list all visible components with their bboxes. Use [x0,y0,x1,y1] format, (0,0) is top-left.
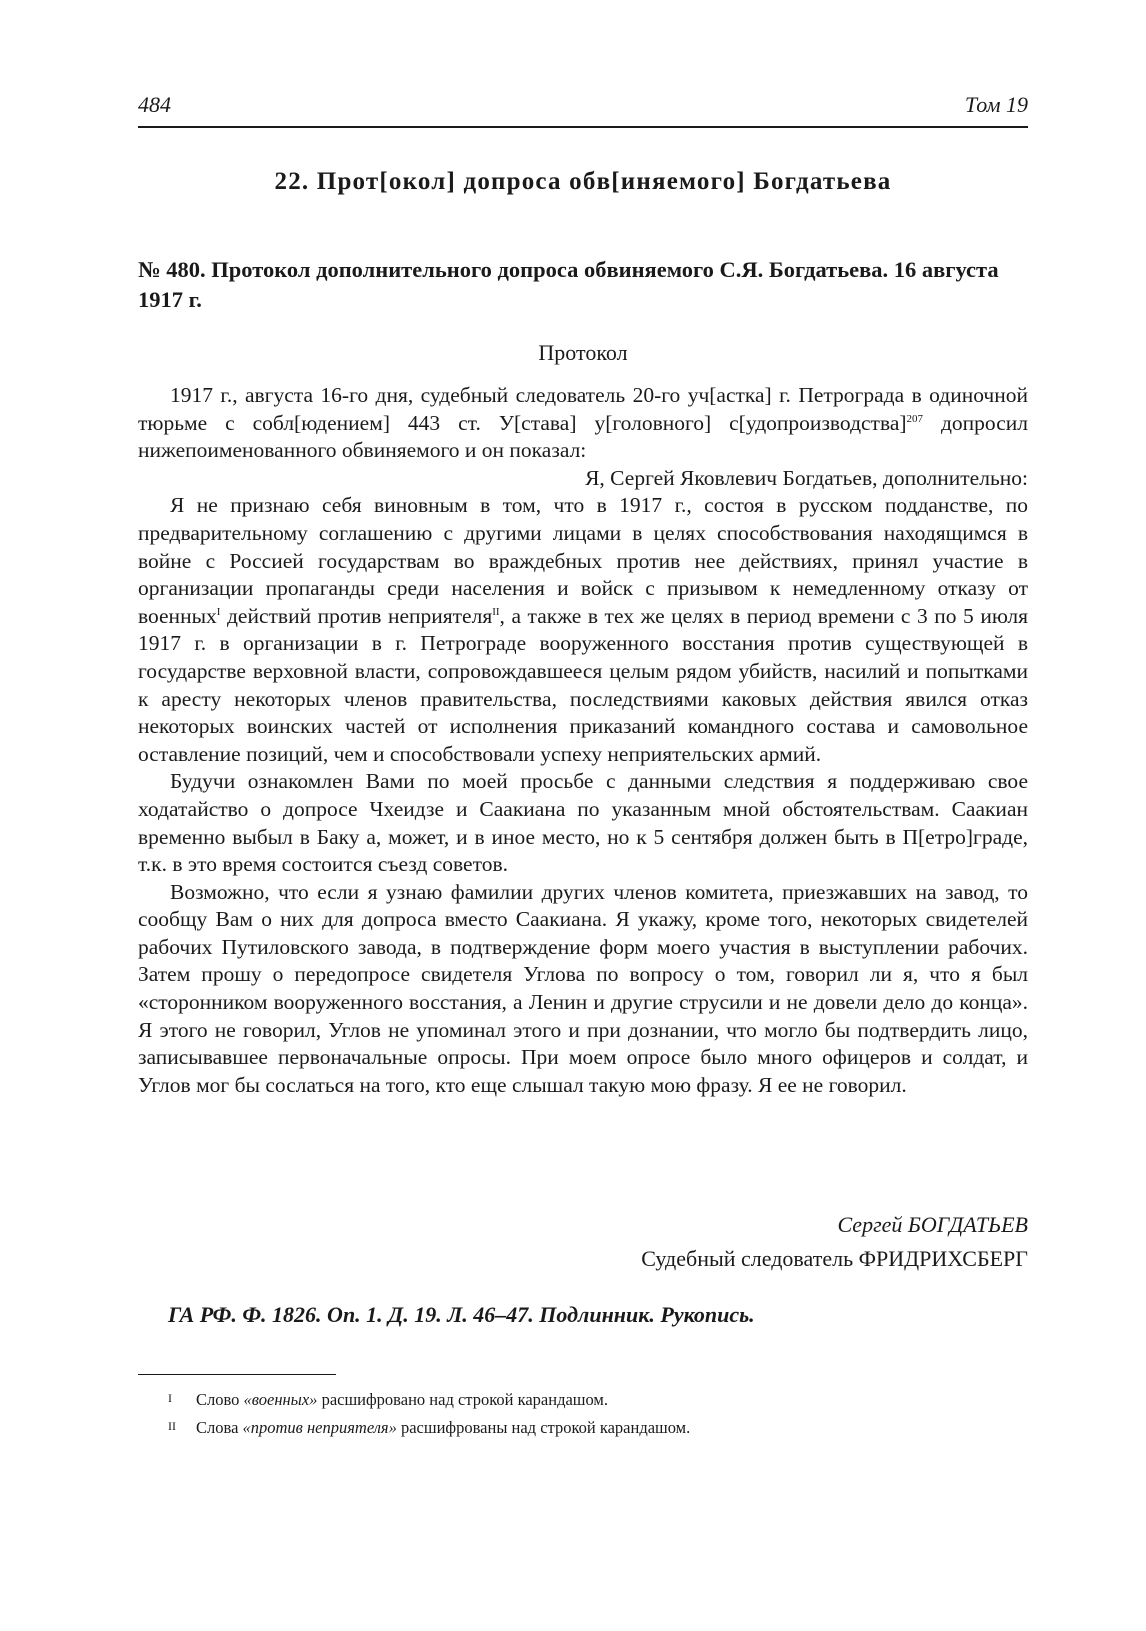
intro-text: 1917 г., августа 16-го дня, судебный следователь 20-го уч[астка] г. Петрограда в одиночной тюрьме с собл[юдением] 443 ст. У[става] у[головного] с[удопроизводства] [138,383,1028,435]
footnote-1-term: «военных» [243,1390,318,1409]
page-number: 484 [138,92,171,117]
signature-accused: Сергей БОГДАТЬЕВ [837,1212,1028,1237]
footnote-mark-2: II [492,605,500,618]
footnote-2 [168,1418,1028,1438]
document-title: № 480. Протокол дополнительного допроса обвиняемого С.Я. Богдатьева. 16 августа 1917 г. [138,257,999,312]
footnote-2-mark: II [168,1419,176,1433]
volume-label: Том 19 [964,92,1028,117]
footnote-1-text-end: расшифровано над строкой карандашом. [317,1390,609,1409]
paragraph-name: Я, Сергей Яковлевич Богдатьев, дополнительно: [585,465,1028,490]
signature-investigator: Судебный следователь ФРИДРИХСБЕРГ [641,1246,1028,1271]
footnote-2-term: «против неприятеля» [242,1418,397,1437]
intro-text-end: допросил нижепоименованного обвиняемого и он показал: [138,410,1028,463]
reference-mark: 207 [906,412,924,425]
archive-reference: ГА РФ. Ф. 1826. Оп. 1. Д. 19. Л. 46–47. Подлинник. Рукопись. [168,1302,755,1327]
testimony-text: Я не признаю себя виновным в том, что в 1917 г., состоя в русском подданстве, по предварительному соглашению с другими лицами в целях способствования находящимся в войне с Россией государствам во враждебных против нее действиях, принял участие в организации пропаганды среди населения и войск с призывом к немедленному отказу от военных [138,493,1028,628]
paragraph-witnesses: Возможно, что если я узнаю фамилии других членов комитета, приезжавших на завод, то сообщу Вам о них для допроса вместо Саакиана. Я укажу, кроме того, некоторых свидетелей рабочих Путиловского завода, в подтверждение форм моего участия в выступлении рабочих. Затем прошу о передопросе свидетеля Углова по вопросу о том, говорил ли я, что я был «сторонником вооруженного восстания, а Ленин и другие струсили и не довели дело до конца». Я этого не говорил, Углов не упоминал этого и при дознании, что могло бы подтвердить лицо, записывавшее первоначальные опросы. При моем опросе было много офицеров и солдат, и Углов мог бы сослаться на того, кто еще слышал такую мою фразу. Я ее не говорил. [138,879,1028,1097]
section-title: 22. Прот[окол] допроса обв[иняемого] Богдатьева [274,168,892,195]
footnote-1-mark: I [168,1391,172,1405]
testimony-text-mid: действий против неприятеля [220,603,493,628]
footnote-1 [168,1390,1028,1410]
testimony-text-end: , а также в тех же целях в период времени с 3 по 5 июля 1917 г. в организации в г. Петрограде вооруженного восстания против существующей в государстве верховной власти, сопровождавшееся целым рядом убийств, насилий и попытками к аресту некоторых членов правительства, последствиями каковых действия явился отказ некоторых воинских частей от исполнения приказаний командного состава и самовольное оставление позиций, чем и способствовали успеху неприятельских армий. [138,603,1028,766]
running-head [138,92,1028,128]
document-body [138,382,1028,1099]
footnote-mark-1: I [216,605,221,618]
footnote-2-text: Слова [196,1418,243,1437]
footnote-1-text: Слово [196,1390,244,1409]
paragraph-testimony [138,492,1028,768]
paragraph-petition: Будучи ознакомлен Вами по моей просьбе с данными следствия я поддерживаю свое ходатайство о допросе Чхеидзе и Саакиана по указанным мной обстоятельствам. Саакиан временно выбыл в Баку а, может, и в иное место, но к 5 сентября должен быть в П[етро]граде, т.к. в это время состоится съезд советов. [138,769,1028,877]
protocol-heading: Протокол [538,340,628,365]
footnote-2-text-end: расшифрованы над строкой карандашом. [396,1418,691,1437]
footnote-divider [138,1374,336,1375]
paragraph-intro [138,382,1028,465]
